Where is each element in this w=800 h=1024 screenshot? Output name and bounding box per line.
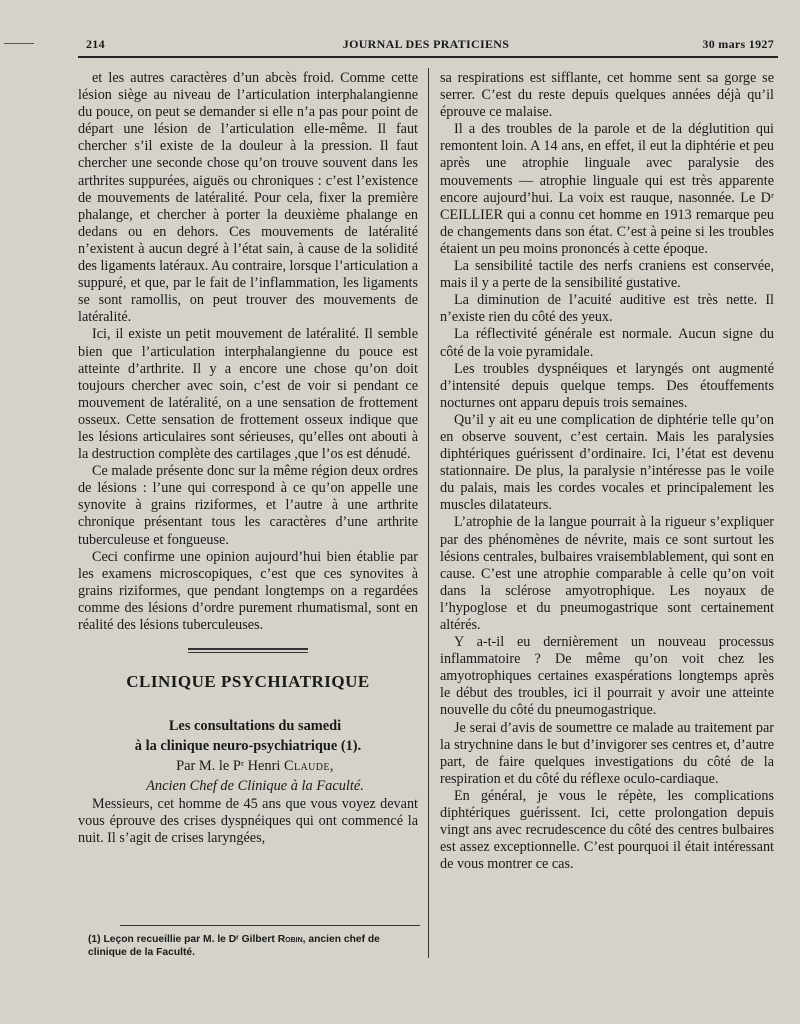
paragraph: Les troubles dyspnéiques et laryngés ont augmenté d’intensité depuis quelque temps. Des étouffements nocturnes ont apparu depuis trois semaines. [440,360,774,411]
article-title-line1: Les consultations du samedi [168,718,342,735]
footnote-rule [120,925,420,926]
paragraph: L’atrophie de la langue pourrait à la rigueur s’expliquer par des phénomènes de névrite, mais ce sont surtout les lésions centrales, bulbaires vraisemblablement, qui sont en cause. C’est une atrophie comparable à celle qu’on voit dans la sclérose amyotrophique. Les noyaux de l’hypoglose et du pneumogastrique sont certainement altérés. [440,514,774,633]
journal-title: JOURNAL DES PRATICIENS [342,37,510,51]
article-title [78,716,418,756]
footnote-prefix: (1) Leçon recueillie par M. le Dʳ Gilbert [88,934,278,945]
article-title-line2: à la clinique neuro-psychiatrique (1). [134,738,362,755]
byline [78,756,418,776]
margin-mark [4,43,34,44]
page-number: 214 [86,37,105,51]
paragraph: La réflectivité générale est normale. Aucun signe du côté de la voie pyramidale. [440,326,774,360]
paragraph: La diminution de l’acuité auditive est très nette. Il n’existe rien du côté des yeux. [440,292,774,326]
paragraph: Je serai d’avis de soumettre ce malade au traitement par la strychnine dans le but d’invigorer ses centres et, d’autre part, de faire quelques investigations du côté de la respiration et du côté du réflexe oculo-cardiaque. [440,719,774,787]
right-column [440,70,774,873]
author-name: Claude, [283,758,334,775]
column-separator [428,68,429,958]
paragraph: Ceci confirme une opinion aujourd’hui bien établie par les examens microscopiques, c’est que ces synovites à grains riziformes, que pendant longtemps on a regardées comme des lésions d’ordre purement rhumatismal, sont en réalité des lésions tuberculeuses. [78,548,418,633]
paragraph: sa respirations est sifflante, cet homme sent sa gorge se serrer. C’est du reste depuis quelques années déjà qu’il éprouve ce malaise. [440,70,774,121]
footnote [88,933,418,959]
footnote-name: Robin, [277,934,306,945]
section-title: CLINIQUE PSYCHIATRIQUE [126,672,370,692]
paragraph: Y a-t-il eu dernièrement un nouveau processus inflammatoire ? De même qu’on voit chez les amyotrophiques certaines exaspérations longtemps après le début des troubles, ici il pourrait y avoir une atteinte nouvelle du côté du pneumogastrique. [440,634,774,719]
paragraph: et les autres caractères d’un abcès froid. Comme cette lésion siège au niveau de l’articulation interphalangienne du pouce, on peut se demander si elle n’a pas pour point de départ une lésion de l’articulation elle-même. Il faut chercher s’il existe de la douleur à la pression. Il faut chercher une seconde chose qu’on trouve souvent dans les arthrites suppurées, aiguës ou chroniques : c’est l’existence de mouvements de latéralité. Pour cela, fixer la première phalange, et chercher à porter la deuxième phalange en dedans ou en dehors. Ces mouvements de latéralité n’existent à aucun degré à l’état sain, à cause de la solidité des ligaments latéraux. Au contraire, lorsque l’articulation a suppuré, et que, par le fait de l’inflammation, les ligaments se sont ramollis, on peut trouver des mouvements de latéralité. [78,70,418,326]
paragraph: Qu’il y ait eu une complication de diphtérie telle qu’on en observe souvent, c’est certain. Mais les paralysies diphtériques guérissent d’ordinaire. Ici, l’état est devenu stationnaire. De plus, la paralysie n’intéresse pas le voile du palais, mais les cordes vocales et principalement les muscles dilatateurs. [440,411,774,514]
section-divider [188,648,308,653]
intro-paragraph: Messieurs, cet homme de 45 ans que vous voyez devant vous éprouve des crises dyspnéiques qui ont commencé la nuit. Il s’agit de crises laryngées, [78,796,418,847]
left-column [78,70,418,847]
byline-prefix: Par M. le Pʳ Henri [176,758,284,775]
paragraph: En général, je vous le répète, les complications diphtériques guérissent. Ici, cette prolongation depuis vingt ans avec recrudescence du côté des centres bulbaires est assez exceptionnelle. C’est pourquoi il était intéressant de vous montrer ce cas. [440,787,774,873]
running-header [78,37,774,55]
paragraph: La sensibilité tactile des nerfs craniens est conservée, mais il y a perte de la sensibilité gustative. [440,258,774,292]
header-rule [78,56,778,58]
footnote-suffix: ancien chef de clinique de la Faculté. [88,934,380,958]
paragraph: Il a des troubles de la parole et de la déglutition qui remontent loin. A 14 ans, en effet, il eut la diphtérie et peu après une atrophie linguale avec paralysie des mouvements — atrophie linguale qui est très apparente encore aujourd’hui. La voix est rauque, nasonnée. Le Dʳ CEILLIER qui a connu cet homme en 1913 remarque peu de changements dans son état. C’est à peine si les troubles étaient un peu moins prononcés à cette époque. [440,121,774,257]
issue-date: 30 mars 1927 [702,37,774,51]
author-affiliation: Ancien Chef de Clinique à la Faculté. [146,778,364,795]
paragraph: Ici, il existe un petit mouvement de latéralité. Il semble bien que l’articulation interphalangienne du pouce est atteinte d’arthrite. Il y a encore une chose qu’on doit toujours chercher avec soin, c’est de voir si pendant ce mouvement de latéralité, on a une sensation de frottement osseux. Cette sensation de frottement osseux indique que les lésions articulaires sont sérieuses, qu’elles ont abouti à la destruction complète des cartilages ,que l’os est dénudé. [78,326,418,463]
paragraph: Ce malade présente donc sur la même région deux ordres de lésions : l’une qui correspond à ce qu’on appelle une synovite à grains riziformes, et l’autre à une arthrite chronique présentant tous les caractères d’une arthrite tuberculeuse et fongueuse. [78,463,418,548]
